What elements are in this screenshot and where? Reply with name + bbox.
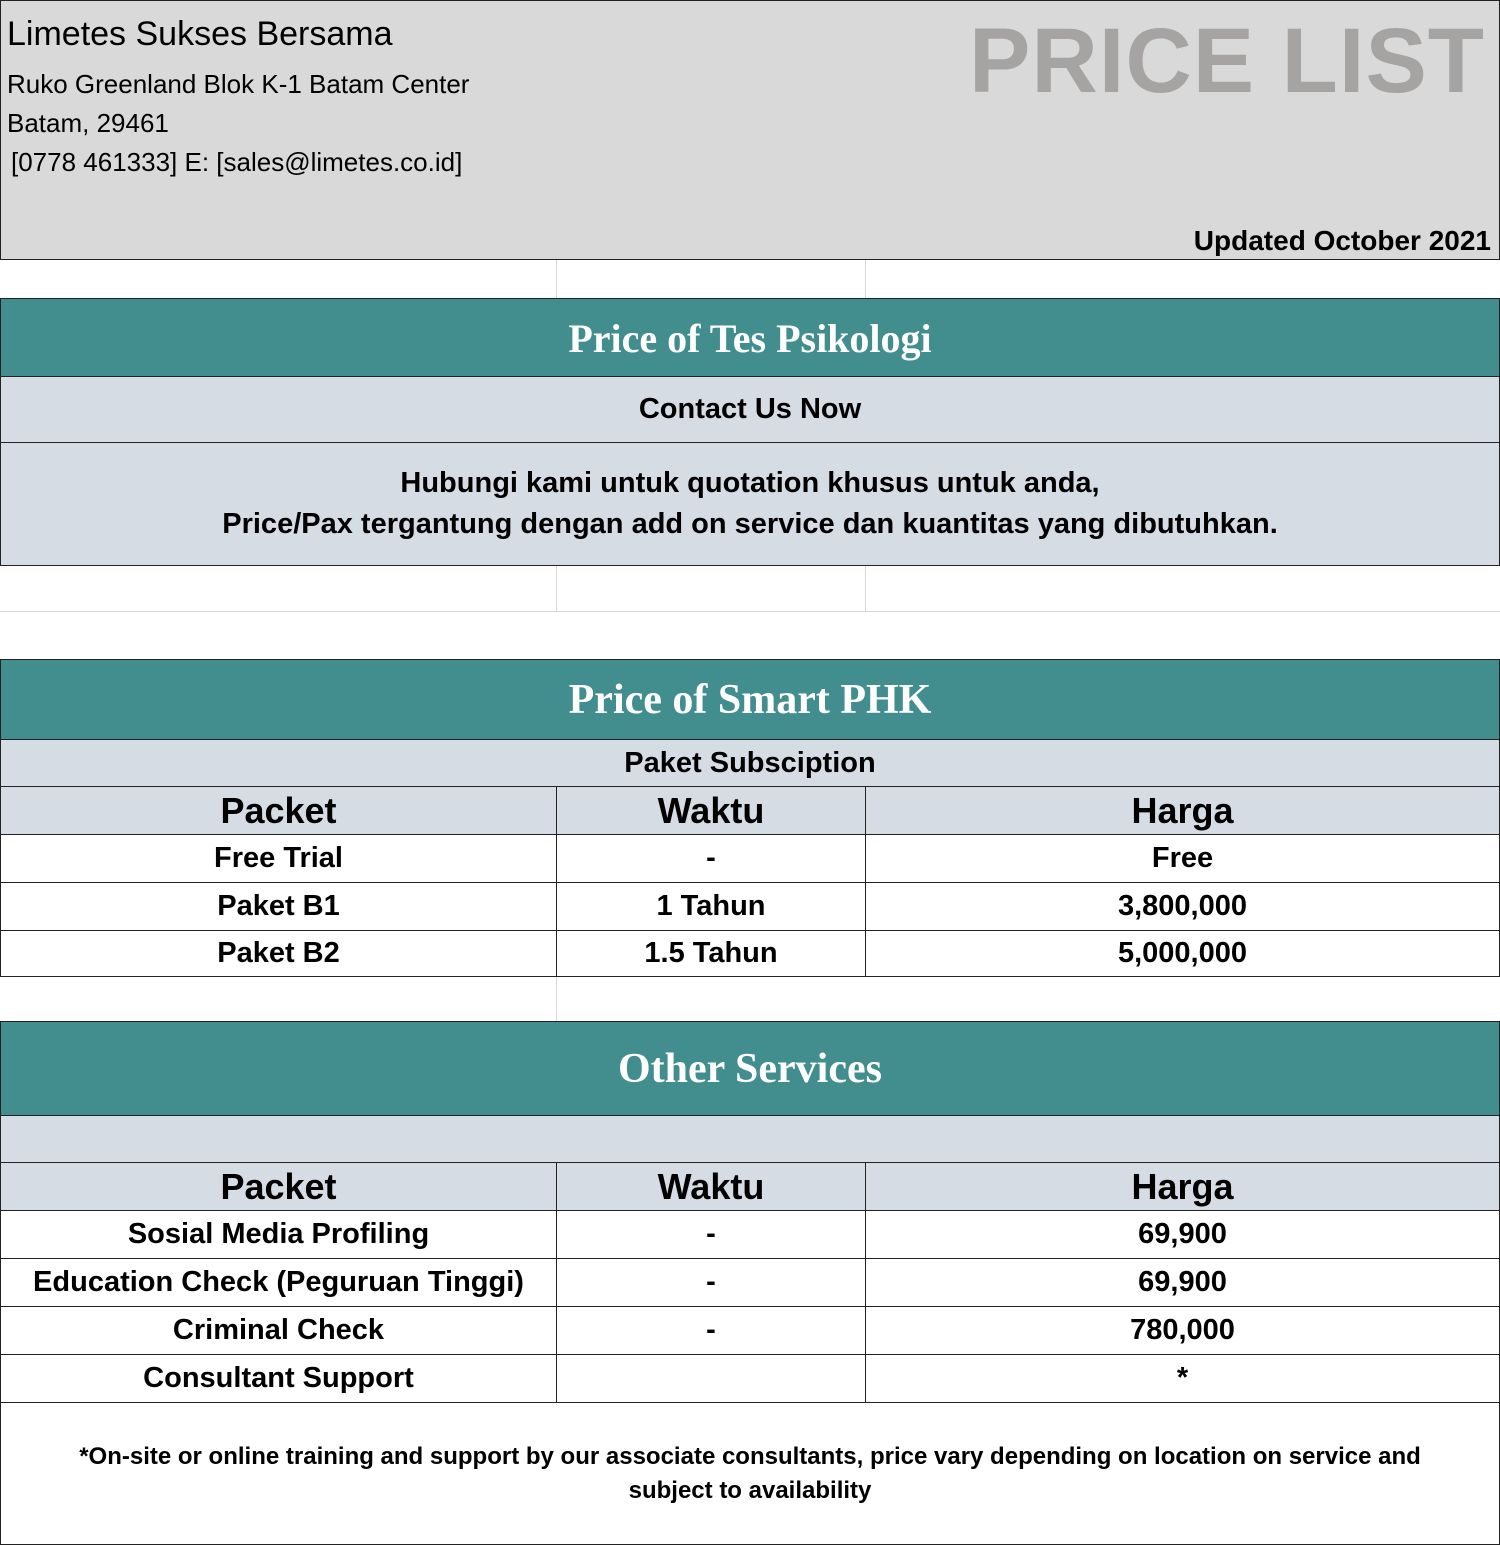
packet-cell: Paket B2	[1, 931, 557, 976]
address-line-1: Ruko Greenland Blok K-1 Batam Center	[7, 69, 470, 99]
column-header-waktu: Waktu	[557, 787, 866, 834]
column-header-waktu: Waktu	[557, 1163, 866, 1210]
packet-cell: Sosial Media Profiling	[1, 1211, 557, 1258]
waktu-cell: 1 Tahun	[557, 883, 866, 930]
price-list-header	[0, 0, 1500, 260]
smart-phk-table	[0, 786, 1500, 977]
grid-line	[556, 260, 557, 298]
column-header-harga: Harga	[866, 1163, 1499, 1210]
section-title-text: Price of Tes Psikologi	[568, 315, 932, 361]
table-row	[1, 1258, 1499, 1306]
page-title: PRICE LIST	[968, 10, 1485, 112]
footnote-line-2: subject to availability	[628, 1476, 872, 1504]
contact-info: [0778 461333] E: [sales@limetes.co.id]	[11, 147, 463, 177]
other-services-blank-band	[0, 1115, 1500, 1164]
other-services-table	[0, 1162, 1500, 1545]
subscription-banner	[0, 739, 1500, 787]
footnote-line-1: *On-site or online training and support by our associate consultants, price vary depending on location on service and	[79, 1442, 1421, 1470]
grid-line	[556, 566, 557, 612]
harga-cell: Free	[866, 835, 1499, 882]
quotation-note-line-2: Price/Pax tergantung dengan add on service dan kuantitas yang dibutuhkan.	[222, 508, 1278, 540]
table-header-row	[1, 787, 1499, 834]
harga-cell: 3,800,000	[866, 883, 1499, 930]
packet-cell: Education Check (Peguruan Tinggi)	[1, 1259, 557, 1306]
table-row	[1, 882, 1499, 930]
waktu-cell	[557, 1355, 866, 1402]
column-header-packet: Packet	[1, 787, 557, 834]
grid-line	[556, 974, 557, 1021]
table-row	[1, 930, 1499, 976]
waktu-cell: -	[557, 1259, 866, 1306]
waktu-cell: -	[557, 1211, 866, 1258]
table-header-row	[1, 1163, 1499, 1210]
updated-date: Updated October 2021	[1193, 225, 1491, 256]
subscription-text: Paket Subsciption	[624, 746, 876, 779]
section-title-smart-phk	[0, 659, 1500, 741]
grid-line	[865, 566, 866, 612]
harga-cell: 5,000,000	[866, 931, 1499, 976]
section-title-tes-psikologi	[0, 298, 1500, 378]
table-row	[1, 1306, 1499, 1354]
harga-cell: 69,900	[866, 1211, 1499, 1258]
table-row	[1, 1210, 1499, 1258]
company-name: Limetes Sukses Bersama	[7, 15, 393, 53]
grid-line	[865, 260, 866, 298]
table-row	[1, 834, 1499, 882]
address-line-2: Batam, 29461	[7, 108, 169, 138]
waktu-cell: 1.5 Tahun	[557, 931, 866, 976]
section-title-text: Price of Smart PHK	[568, 677, 932, 723]
column-header-packet: Packet	[1, 1163, 557, 1210]
harga-cell: *	[866, 1355, 1499, 1402]
quotation-note	[0, 442, 1500, 566]
packet-cell: Consultant Support	[1, 1355, 557, 1402]
packet-cell: Free Trial	[1, 835, 557, 882]
column-header-harga: Harga	[866, 787, 1499, 834]
quotation-note-line-1: Hubungi kami untuk quotation khusus untuk anda,	[400, 467, 1100, 499]
harga-cell: 69,900	[866, 1259, 1499, 1306]
footnote	[1, 1402, 1499, 1544]
section-title-other-services	[0, 1021, 1500, 1117]
section-title-text: Other Services	[618, 1046, 882, 1092]
grid-line	[0, 611, 1500, 612]
packet-cell: Criminal Check	[1, 1307, 557, 1354]
contact-us-banner	[0, 376, 1500, 443]
waktu-cell: -	[557, 835, 866, 882]
table-row	[1, 1354, 1499, 1402]
waktu-cell: -	[557, 1307, 866, 1354]
contact-us-text: Contact Us Now	[638, 393, 862, 425]
harga-cell: 780,000	[866, 1307, 1499, 1354]
packet-cell: Paket B1	[1, 883, 557, 930]
